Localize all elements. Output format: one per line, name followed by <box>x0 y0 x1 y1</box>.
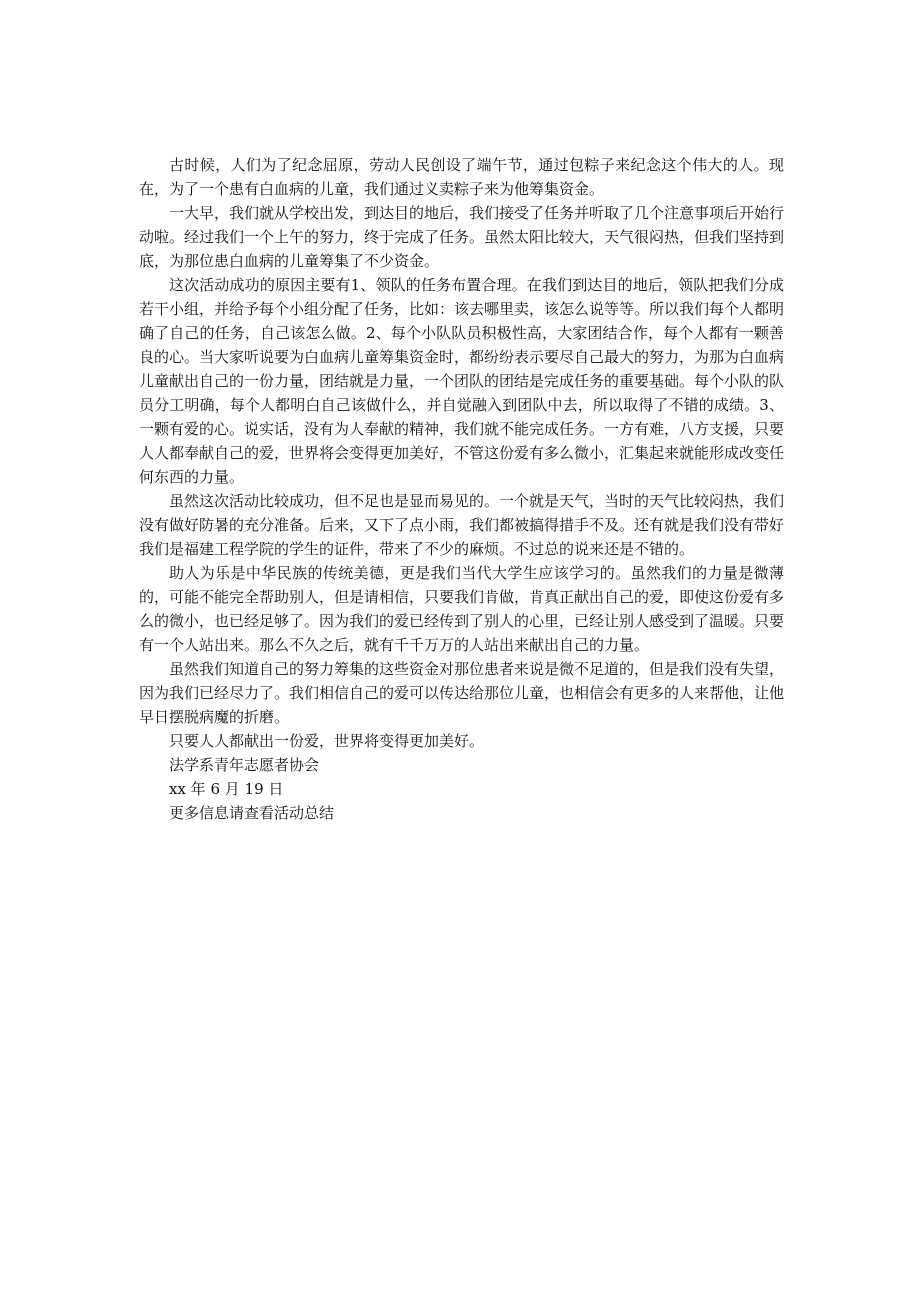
signature-organization: 法学系青年志愿者协会 <box>169 756 320 774</box>
footer-note: 更多信息请查看活动总结 <box>169 804 335 822</box>
document-body <box>139 153 784 825</box>
signature-date: xx 年 6 月 19 日 <box>169 780 284 798</box>
paragraph-shortcomings: 虽然这次活动比较成功，但不足也是显而易见的。一个就是天气，当时的天气比较闷热，我们没有做好防暑的充分准备。后来，又下了点小雨，我们都被搞得措手不及。还有就是我们没有带好我们是福建工程学院的学生的证件，带来了不少的麻烦。不过总的说来还是不错的。 <box>139 492 785 558</box>
paragraph-morning: 一大早，我们就从学校出发，到达目的地后，我们接受了任务并听取了几个注意事项后开始行动啦。经过我们一个上午的努力，终于完成了任务。虽然太阳比较大，天气很闷热，但我们坚持到底，为那位患白血病的儿童筹集了不少资金。 <box>139 204 785 270</box>
paragraph-success-reasons: 这次活动成功的原因主要有1、领队的任务布置合理。在我们到达目的地后，领队把我们分成若干小组，并给予每个小组分配了任务，比如：该去哪里卖，该怎么说等等。所以我们每个人都明确了自己的任务，自己该怎么做。2、每个小队队员积极性高，大家团结合作，每个人都有一颗善良的心。当大家听说要为白血病儿童筹集资金时，都纷纷表示要尽自己最大的努力，为那为白血病儿童献出自己的一份力量，团结就是力量，一个团队的团结是完成任务的重要基础。每个小队的队员分工明确，每个人都明白自己该做什么，并自觉融入到团队中去，所以取得了不错的成绩。3、一颗有爱的心。说实话，没有为人奉献的精神，我们就不能完成任务。一方有难，八方支援，只要人人都奉献自己的爱，世界将会变得更加美好，不管这份爱有多么微小，汇集起来就能形成改变任何东西的力量。 <box>139 276 785 486</box>
paragraph-hope: 虽然我们知道自己的努力筹集的这些资金对那位患者来说是微不足道的，但是我们没有失望，因为我们已经尽力了。我们相信自己的爱可以传达给那位儿童，也相信会有更多的人来帮他，让他早日摆脱病魔的折磨。 <box>139 660 785 726</box>
paragraph-intro: 古时候，人们为了纪念屈原，劳动人民创设了端午节，通过包粽子来纪念这个伟大的人。现在，为了一个患有白血病的儿童，我们通过义卖粽子来为他筹集资金。 <box>139 156 784 198</box>
paragraph-closing: 只要人人都献出一份爱，世界将变得更加美好。 <box>169 732 485 750</box>
paragraph-helping-others: 助人为乐是中华民族的传统美德，更是我们当代大学生应该学习的。虽然我们的力量是微薄的，可能不能完全帮助别人，但是请相信，只要我们肯做，肯真正献出自己的爱，即使这份爱有多么的微小，也已经足够了。因为我们的爱已经传到了别人的心里，已经让别人感受到了温暖。只要有一个人站出来。那么不久之后，就有千千万万的人站出来献出自己的力量。 <box>139 564 785 654</box>
